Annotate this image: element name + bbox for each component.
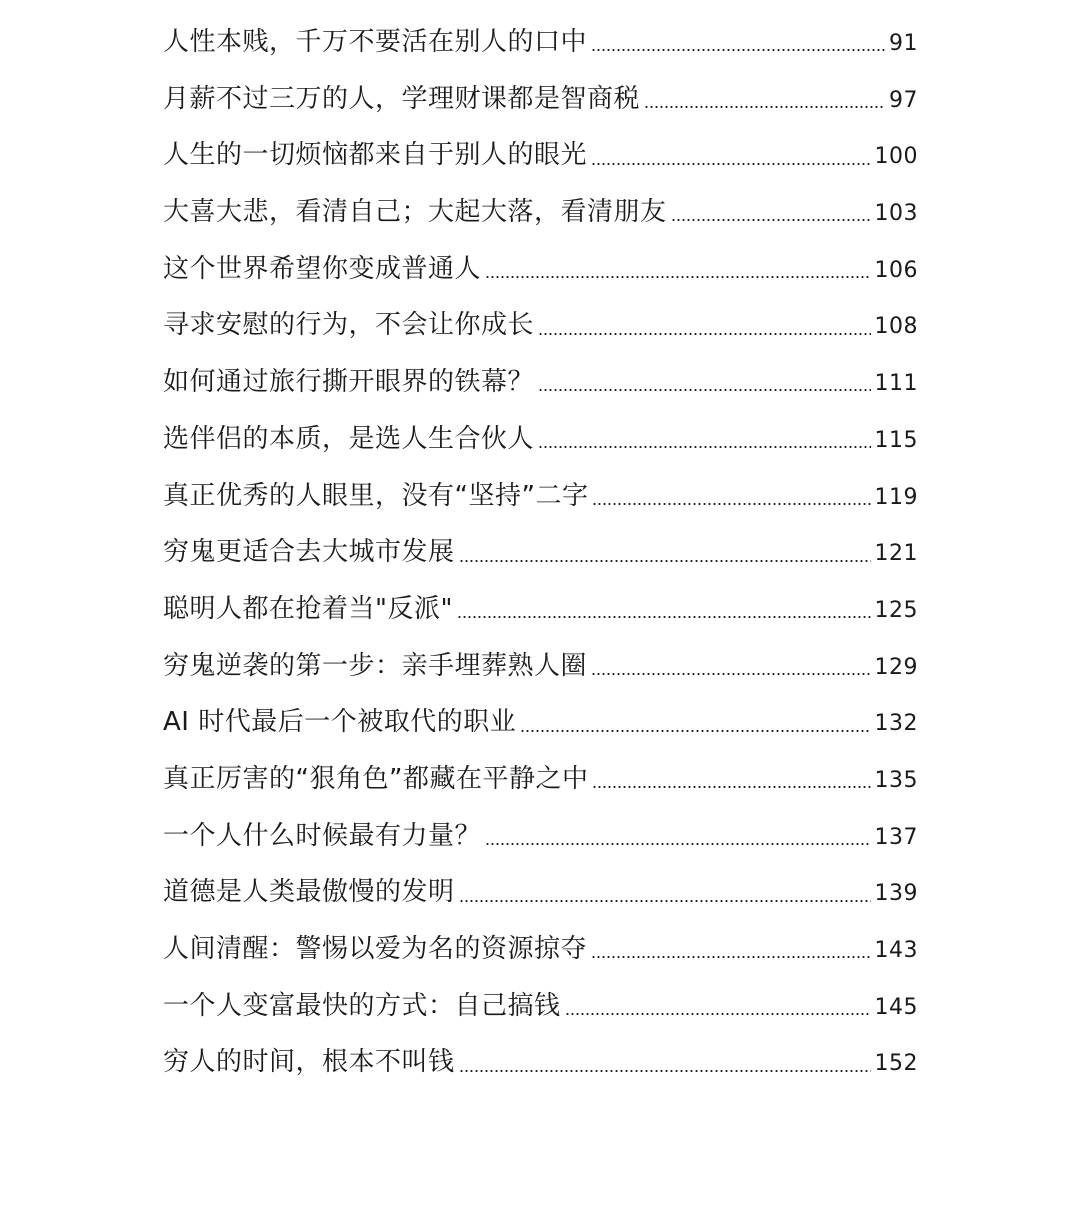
toc-entry-page: 100	[874, 144, 918, 170]
toc-entry-page: 143	[874, 938, 918, 963]
toc-entry-page: 121	[874, 541, 918, 567]
toc-entry[interactable]	[163, 1034, 918, 1091]
toc-dot-leader	[591, 672, 870, 676]
toc-dot-leader	[520, 729, 870, 733]
toc-entry[interactable]	[163, 297, 918, 354]
toc-entry[interactable]	[163, 411, 918, 468]
toc-entry-page: 132	[874, 711, 918, 737]
toc-dot-leader	[591, 955, 870, 959]
toc-entry[interactable]	[163, 864, 918, 921]
toc-entry-page: 119	[874, 484, 918, 510]
toc-entry-page: 125	[874, 597, 918, 623]
toc-entry-title: 道德是人类最傲慢的发明	[163, 877, 455, 908]
toc-entry-title: 穷人的时间，根本不叫钱	[163, 1047, 455, 1078]
toc-dot-leader	[538, 445, 870, 449]
toc-entry[interactable]	[163, 241, 918, 298]
toc-entry-title: 人生的一切烦恼都来自于别人的眼光	[163, 140, 588, 171]
toc-entry-title: 真正优秀的人眼里，没有“坚持”二字	[163, 480, 589, 511]
toc-dot-leader	[644, 105, 885, 109]
toc-entry-title: AI 时代最后一个被取代的职业	[163, 707, 517, 738]
toc-entry-page: 106	[874, 257, 918, 283]
toc-entry[interactable]	[163, 638, 918, 695]
toc-dot-leader	[485, 842, 870, 846]
toc-dot-leader	[591, 48, 885, 52]
toc-entry[interactable]	[163, 184, 918, 241]
toc-dot-leader	[538, 388, 870, 392]
toc-entry[interactable]	[163, 127, 918, 184]
toc-entry-title: 大喜大悲，看清自己；大起大落，看清朋友	[163, 197, 667, 228]
toc-dot-leader	[592, 502, 870, 506]
toc-dot-leader	[459, 1069, 871, 1073]
toc-entry-page: 111	[874, 371, 918, 397]
toc-entry-page: 108	[874, 314, 918, 340]
toc-entry-title: 人性本贱，千万不要活在别人的口中	[163, 27, 588, 57]
toc-entry-page: 135	[874, 767, 918, 793]
toc-entry[interactable]	[163, 354, 918, 411]
toc-dot-leader	[485, 275, 870, 279]
toc-dot-leader	[457, 615, 871, 619]
toc-entry[interactable]	[163, 581, 918, 638]
toc-entry-title: 穷鬼更适合去大城市发展	[163, 537, 455, 568]
toc-entry-page: 137	[874, 824, 918, 850]
toc-dot-leader	[592, 785, 870, 789]
toc-entry[interactable]	[163, 694, 918, 751]
toc-entry-page: 91	[889, 31, 918, 56]
toc-dot-leader	[671, 218, 871, 222]
toc-entry[interactable]	[163, 71, 918, 128]
toc-dot-leader	[459, 899, 871, 903]
toc-dot-leader	[459, 559, 871, 563]
toc-entry[interactable]	[163, 751, 918, 808]
toc-dot-leader	[591, 162, 870, 166]
toc-entry[interactable]	[163, 808, 918, 865]
toc-entry[interactable]	[163, 524, 918, 581]
table-of-contents	[163, 14, 918, 1091]
toc-entry-title: 聪明人都在抢着当"反派"	[163, 593, 453, 624]
toc-entry-page: 145	[874, 994, 918, 1020]
toc-entry-title: 寻求安慰的行为，不会让你成长	[163, 310, 535, 341]
toc-entry-title: 人间清醒：警惕以爱为名的资源掠夺	[163, 934, 588, 964]
toc-entry-page: 152	[874, 1051, 918, 1077]
toc-dot-leader	[538, 332, 870, 336]
toc-entry-page: 103	[874, 201, 918, 227]
toc-entry[interactable]	[163, 14, 918, 71]
toc-entry-title: 选伴侣的本质，是选人生合伙人	[163, 423, 535, 454]
toc-entry-title: 穷鬼逆袭的第一步：亲手埋葬熟人圈	[163, 650, 588, 681]
toc-entry-title: 月薪不过三万的人，学理财课都是智商税	[163, 83, 641, 114]
toc-entry-page: 129	[874, 654, 918, 680]
toc-entry-title: 如何通过旅行撕开眼界的铁幕？	[163, 367, 535, 398]
toc-entry-title: 这个世界希望你变成普通人	[163, 253, 482, 284]
toc-entry[interactable]	[163, 468, 918, 525]
toc-entry-page: 139	[874, 881, 918, 907]
toc-entry[interactable]	[163, 978, 918, 1035]
toc-entry[interactable]	[163, 921, 918, 978]
toc-entry-page: 97	[889, 87, 918, 113]
toc-entry-page: 115	[874, 427, 918, 453]
toc-entry-title: 一个人什么时候最有力量？	[163, 820, 482, 851]
toc-entry-title: 一个人变富最快的方式：自己搞钱	[163, 990, 561, 1021]
toc-dot-leader	[565, 1012, 871, 1016]
toc-entry-title: 真正厉害的“狠角色”都藏在平静之中	[163, 763, 589, 794]
